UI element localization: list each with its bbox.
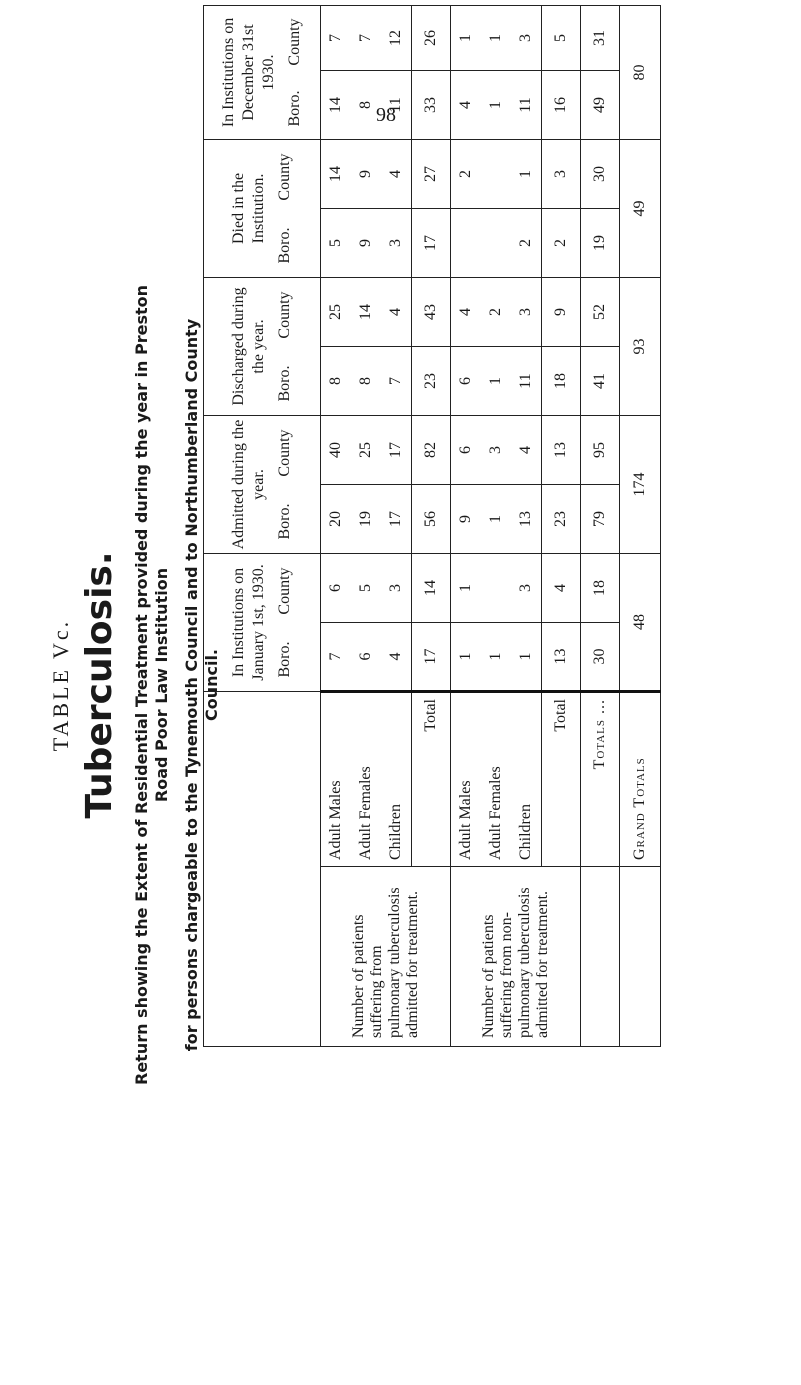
- category-adult-females: Adult Females: [357, 766, 374, 860]
- sub-county: County: [276, 567, 293, 615]
- total-value: 56: [412, 484, 451, 553]
- col-head-died-label: Died in the Institution.: [230, 172, 267, 245]
- cell-value: 8: [357, 100, 374, 109]
- cell-value: 3: [517, 307, 534, 316]
- page-title: Tuberculosis.: [79, 551, 120, 819]
- total-value: 16: [542, 70, 581, 139]
- cell-value: 9: [457, 514, 474, 523]
- cell-value: 4: [457, 307, 474, 316]
- grand-total-value: 48: [620, 553, 661, 691]
- cell-value: 8: [357, 376, 374, 385]
- cell-value: 2: [457, 169, 474, 178]
- category-list: [451, 692, 542, 867]
- category-list: [321, 692, 412, 867]
- value-cell: [321, 623, 412, 692]
- total-value: 5: [542, 5, 581, 70]
- cell-value: 1: [487, 652, 504, 661]
- cell-value: 3: [387, 584, 404, 592]
- totals-value: 30: [581, 139, 620, 208]
- totals-value: 79: [581, 484, 620, 553]
- value-cell: [321, 5, 412, 70]
- col-head-jan-label: In Institutions on January 1st, 1930.: [230, 564, 267, 681]
- col-head-dec: [204, 5, 321, 139]
- total-value: 82: [412, 415, 451, 484]
- category-adult-males: Adult Males: [457, 780, 474, 860]
- cell-value: 5: [327, 238, 344, 247]
- cell-value: 1: [487, 376, 504, 385]
- cell-value: 9: [357, 238, 374, 247]
- cell-value: 4: [457, 100, 474, 109]
- total-label: Total: [412, 692, 451, 867]
- col-head-discharged: [204, 277, 321, 415]
- totals-value: 31: [581, 5, 620, 70]
- subtitle-line-2: for persons chargeable to the Tynemouth Council and to Northumberland County Council.: [182, 318, 221, 1052]
- total-value: 23: [412, 346, 451, 415]
- value-cell: [321, 484, 412, 553]
- cell-value: 4: [387, 169, 404, 178]
- total-value: 9: [542, 277, 581, 346]
- cell-value: [481, 140, 511, 208]
- totals-value: 52: [581, 277, 620, 346]
- value-cell: [321, 208, 412, 277]
- cell-value: 3: [387, 238, 404, 247]
- col-head-dec-label: In Institutions on December 31st 1930.: [220, 17, 277, 128]
- cell-value: 1: [457, 584, 474, 592]
- sub-boro: Boro.: [276, 503, 293, 540]
- value-cell: [451, 139, 542, 208]
- category-children: Children: [387, 804, 404, 860]
- sub-county: County: [276, 153, 293, 201]
- totals-value: 18: [581, 553, 620, 622]
- cell-value: 4: [387, 652, 404, 661]
- tuberculosis-table: [203, 5, 661, 1047]
- cell-value: 2: [517, 238, 534, 247]
- sub-county: County: [286, 18, 303, 66]
- totals-blank: [581, 867, 620, 1047]
- grand-totals-label: Grand Totals: [620, 692, 661, 867]
- totals-value: 95: [581, 415, 620, 484]
- total-value: 23: [542, 484, 581, 553]
- value-cell: [321, 139, 412, 208]
- value-cell: [451, 208, 542, 277]
- cell-value: 14: [327, 96, 344, 113]
- totals-row: [581, 5, 620, 1046]
- cell-value: 1: [457, 33, 474, 42]
- cell-value: [451, 209, 481, 277]
- grand-total-value: 174: [620, 415, 661, 553]
- total-value: 43: [412, 277, 451, 346]
- group-pulmonary-detail: [321, 5, 412, 1046]
- cell-value: 11: [517, 97, 534, 113]
- cell-value: 7: [357, 33, 374, 42]
- total-value: 3: [542, 139, 581, 208]
- total-value: 2: [542, 208, 581, 277]
- cell-value: 3: [517, 584, 534, 592]
- cell-value: [481, 554, 511, 622]
- total-value: 4: [542, 553, 581, 622]
- header-blank: [204, 692, 321, 1047]
- cell-value: 6: [457, 376, 474, 385]
- col-head-jan: [204, 553, 321, 691]
- total-value: 27: [412, 139, 451, 208]
- totals-label: Totals ...: [581, 692, 620, 867]
- sub-county: County: [276, 291, 293, 339]
- cell-value: 3: [487, 445, 504, 454]
- totals-value: 30: [581, 623, 620, 692]
- total-label: Total: [542, 692, 581, 867]
- subtitle-line-1: Return showing the Extent of Residential Treatment provided during the year in Preston Road Poor Law Institution: [132, 284, 171, 1085]
- value-cell: [451, 623, 542, 692]
- cell-value: 11: [517, 373, 534, 389]
- sub-boro: Boro.: [276, 365, 293, 402]
- group-label-nonpulmonary: Number of patients suffering from non-pulmonary tuberculosis admitted for treatment.: [451, 867, 581, 1047]
- group-nonpulmonary-detail: [451, 5, 542, 1046]
- value-cell: [321, 277, 412, 346]
- cell-value: 25: [327, 303, 344, 320]
- value-cell: [451, 553, 542, 622]
- totals-value: 41: [581, 346, 620, 415]
- cell-value: 7: [327, 33, 344, 42]
- cell-value: 14: [357, 303, 374, 320]
- cell-value: 20: [327, 510, 344, 527]
- table-label: TABLE Vc.: [48, 618, 73, 752]
- cell-value: 17: [387, 441, 404, 458]
- total-value: 13: [542, 415, 581, 484]
- cell-value: 1: [517, 169, 534, 178]
- category-adult-females: Adult Females: [487, 766, 504, 860]
- col-head-died: [204, 139, 321, 277]
- grand-total-value: 93: [620, 277, 661, 415]
- total-value: 26: [412, 5, 451, 70]
- heading-block: [48, 285, 222, 1085]
- category-adult-males: Adult Males: [327, 780, 344, 860]
- cell-value: 4: [387, 307, 404, 316]
- cell-value: 19: [357, 510, 374, 527]
- cell-value: 3: [517, 33, 534, 42]
- grand-totals-blank: [620, 867, 661, 1047]
- sub-boro: Boro.: [276, 227, 293, 264]
- cell-value: 9: [357, 169, 374, 178]
- value-cell: [451, 415, 542, 484]
- cell-value: 2: [487, 307, 504, 316]
- col-head-discharged-label: Discharged during the year.: [230, 287, 267, 406]
- grand-total-value: 80: [620, 5, 661, 139]
- cell-value: 6: [327, 584, 344, 592]
- value-cell: [451, 277, 542, 346]
- cell-value: 6: [457, 445, 474, 454]
- sub-boro: Boro.: [286, 90, 303, 127]
- cell-value: 1: [517, 652, 534, 661]
- cell-value: 1: [487, 100, 504, 109]
- totals-value: 49: [581, 70, 620, 139]
- col-head-admitted: [204, 415, 321, 553]
- sub-boro: Boro.: [276, 641, 293, 678]
- total-value: 13: [542, 623, 581, 692]
- value-cell: [451, 5, 542, 70]
- cell-value: 25: [357, 441, 374, 458]
- grand-totals-row: [620, 5, 661, 1046]
- cell-value: 7: [387, 376, 404, 385]
- sub-county: County: [276, 429, 293, 477]
- value-cell: [321, 346, 412, 415]
- value-cell: [321, 415, 412, 484]
- total-value: 33: [412, 70, 451, 139]
- grand-total-value: 49: [620, 139, 661, 277]
- cell-value: 14: [327, 165, 344, 182]
- col-head-admitted-label: Admitted during the year.: [230, 419, 267, 550]
- cell-value: [481, 209, 511, 277]
- cell-value: 4: [517, 445, 534, 454]
- cell-value: 13: [517, 510, 534, 527]
- value-cell: [321, 70, 412, 139]
- cell-value: 1: [487, 33, 504, 42]
- page-number: 98: [376, 104, 396, 126]
- cell-value: 12: [387, 29, 404, 46]
- cell-value: 1: [487, 514, 504, 523]
- totals-value: 19: [581, 208, 620, 277]
- total-value: 18: [542, 346, 581, 415]
- group-label-pulmonary: Number of patients suffering from pulmonary tuberculosis admitted for treatment.: [321, 867, 451, 1047]
- cell-value: 11: [387, 97, 404, 113]
- total-value: 17: [412, 623, 451, 692]
- total-value: 17: [412, 208, 451, 277]
- cell-value: 40: [327, 441, 344, 458]
- cell-value: 7: [327, 652, 344, 661]
- value-cell: [451, 484, 542, 553]
- value-cell: [321, 553, 412, 622]
- cell-value: 17: [387, 510, 404, 527]
- cell-value: 1: [457, 652, 474, 661]
- total-value: 14: [412, 553, 451, 622]
- value-cell: [451, 70, 542, 139]
- cell-value: 8: [327, 376, 344, 385]
- cell-value: 6: [357, 652, 374, 661]
- category-children: Children: [517, 804, 534, 860]
- cell-value: 5: [357, 584, 374, 592]
- value-cell: [451, 346, 542, 415]
- header-row: [204, 5, 321, 1046]
